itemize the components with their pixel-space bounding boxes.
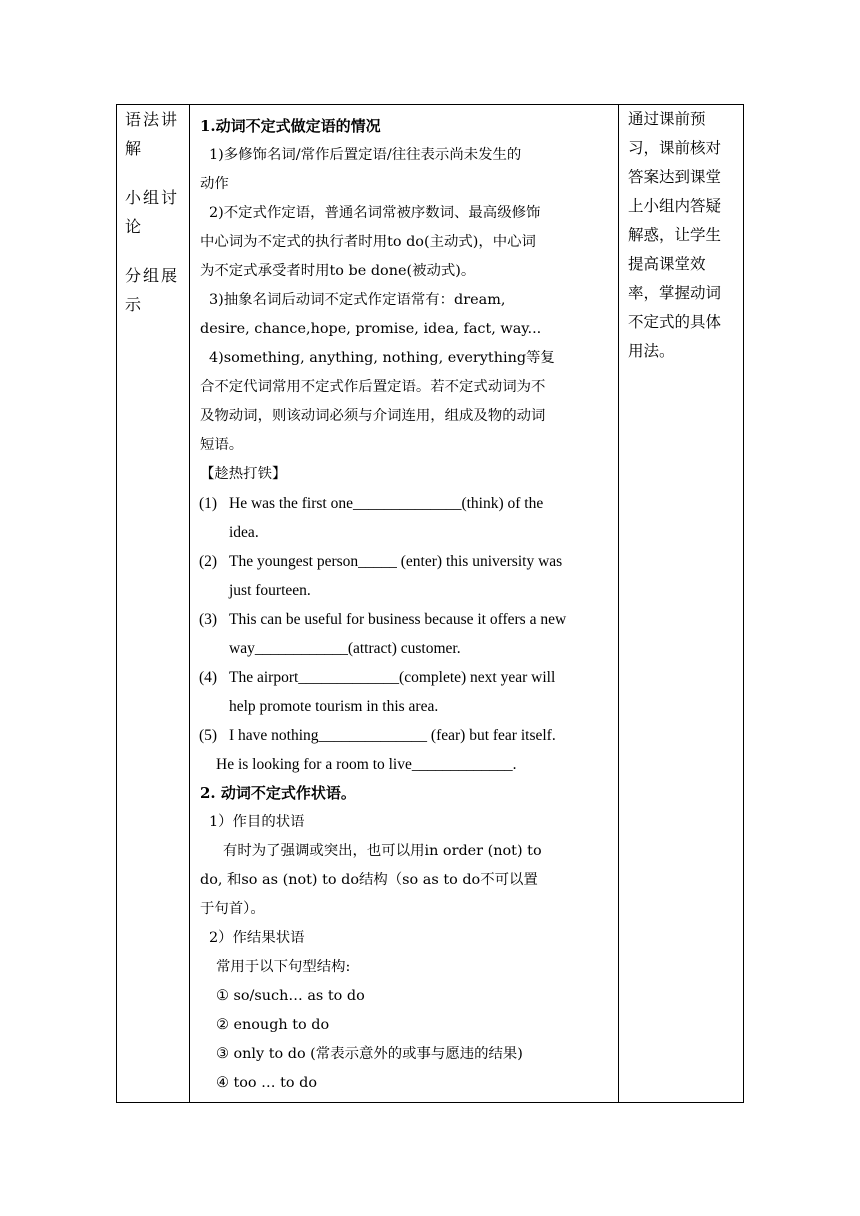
activity-label: 小组讨论 bbox=[125, 188, 180, 236]
text-line: 3)抽象名词后动词不定式作定语常有：dream, bbox=[209, 292, 506, 308]
section-heading: 2. 动词不定式作状语。 bbox=[200, 784, 356, 802]
text-line: 2)不定式作定语，普通名词常被序数词、最高级修饰 bbox=[209, 205, 541, 221]
exercise-number: (2) bbox=[199, 553, 218, 570]
note-line: 习，课前核对 bbox=[628, 139, 722, 157]
exercise-continuation: idea. bbox=[229, 524, 259, 541]
text-line: ④ too … to do bbox=[216, 1075, 318, 1091]
note-line: 通过课前预 bbox=[628, 110, 706, 128]
exercise-text: He was the first one______________(think) of the bbox=[229, 495, 544, 512]
text-line: ① so/such… as to do bbox=[216, 988, 365, 1004]
exercise-item bbox=[190, 663, 618, 692]
activity-label: 分组展示 bbox=[125, 266, 180, 314]
exercise-continuation: He is looking for a room to live_____________. bbox=[216, 756, 517, 773]
exercise-continuation: help promote tourism in this area. bbox=[229, 698, 439, 715]
text-line: 动作 bbox=[200, 176, 229, 192]
text-line: 中心词为不定式的执行者时用to do(主动式)，中心词 bbox=[200, 234, 536, 250]
lesson-table bbox=[116, 104, 744, 1103]
exercise-text: The youngest person_____ (enter) this university was bbox=[229, 553, 563, 570]
activity-labels bbox=[117, 105, 189, 319]
text-line: 1）作目的状语 bbox=[209, 814, 305, 830]
objective-cell bbox=[619, 105, 744, 1103]
text-line: 常用于以下句型结构: bbox=[216, 959, 351, 975]
objective-note bbox=[619, 105, 743, 366]
exercise-number: (1) bbox=[199, 495, 218, 512]
exercise-continuation: just fourteen. bbox=[229, 582, 311, 599]
text-line: ③ only to do (常表示意外的或事与愿违的结果) bbox=[216, 1046, 523, 1062]
exercise-number: (4) bbox=[199, 669, 218, 686]
text-line: 短语。 bbox=[200, 437, 244, 453]
text-line: 4)something, anything, nothing, everything等复 bbox=[209, 350, 555, 366]
activity-label: 语法讲解 bbox=[125, 110, 180, 158]
exercise-item bbox=[190, 605, 618, 634]
table-row bbox=[117, 105, 744, 1103]
note-line: 上小组内答疑 bbox=[628, 197, 722, 215]
exercise-text: I have nothing______________ (fear) but fear itself. bbox=[229, 727, 556, 744]
text-line: desire, chance,hope, promise, idea, fact, way... bbox=[200, 321, 542, 337]
note-line: 答案达到课堂 bbox=[628, 168, 722, 186]
text-line: 于句首）。 bbox=[200, 901, 265, 917]
text-line: 2）作结果状语 bbox=[209, 930, 305, 946]
exercise-text: This can be useful for business because it offers a new bbox=[229, 611, 567, 628]
activity-cell bbox=[117, 105, 190, 1103]
content-cell bbox=[190, 105, 619, 1103]
exercise-number: (5) bbox=[199, 727, 218, 744]
text-line: do, 和so as (not) to do结构（so as to do不可以置 bbox=[200, 872, 538, 888]
note-line: 用法。 bbox=[628, 342, 675, 360]
section-heading: 1.动词不定式做定语的情况 bbox=[200, 117, 381, 135]
note-line: 提高课堂效 bbox=[628, 255, 706, 273]
exercise-text: The airport_____________(complete) next year will bbox=[229, 669, 556, 686]
text-line: 有时为了强调或突出，也可以用in order (not) to bbox=[223, 843, 542, 859]
exercise-item bbox=[190, 489, 618, 518]
text-line: 合不定代词常用不定式作后置定语。若不定式动词为不 bbox=[200, 379, 546, 395]
practice-heading: 【趁热打铁】 bbox=[200, 466, 287, 482]
text-line: ② enough to do bbox=[216, 1017, 330, 1033]
text-line: 为不定式承受者时用to be done(被动式)。 bbox=[200, 263, 476, 279]
exercise-number: (3) bbox=[199, 611, 218, 628]
exercise-item bbox=[190, 721, 618, 750]
exercise-item bbox=[190, 547, 618, 576]
note-line: 不定式的具体 bbox=[628, 313, 722, 331]
note-line: 率，掌握动词 bbox=[628, 284, 722, 302]
text-line: 及物动词，则该动词必须与介词连用，组成及物的动词 bbox=[200, 408, 546, 424]
note-line: 解惑，让学生 bbox=[628, 226, 722, 244]
exercise-continuation: way____________(attract) customer. bbox=[229, 640, 461, 657]
content-body bbox=[190, 105, 618, 1102]
text-line: 1)多修饰名词/常作后置定语/往往表示尚未发生的 bbox=[209, 147, 522, 163]
